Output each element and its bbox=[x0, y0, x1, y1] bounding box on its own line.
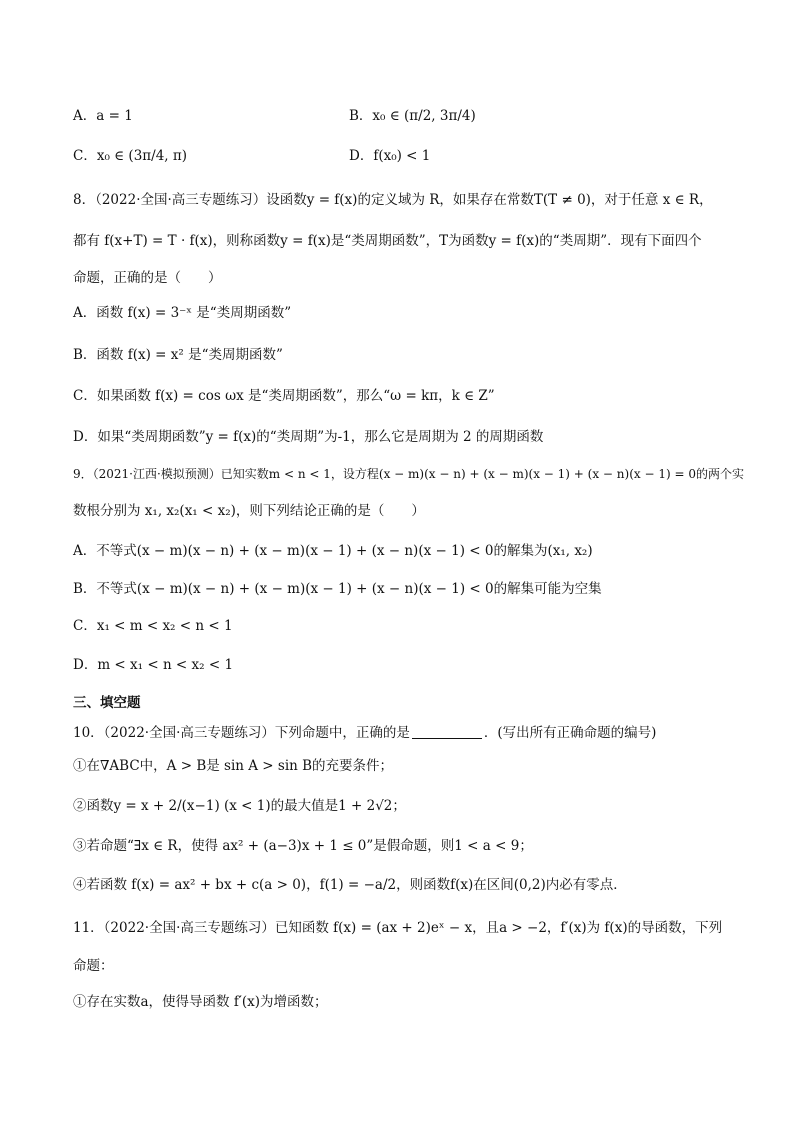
q11-item-1: ①存在实数a，使得导函数 f′(x)为增函数； bbox=[73, 994, 328, 1010]
q9-stem-line2: 数根分别为 x₁, x₂(x₁ < x₂)，则下列结论正确的是（ ） bbox=[73, 503, 425, 519]
q9-option-a: A．不等式(x − m)(x − n) + (x − m)(x − 1) + (x − n)(x − 1) < 0的解集为(x₁, x₂) bbox=[73, 543, 593, 559]
q8-stem-line1: 8．（2022·全国·高三专题练习）设函数y = f(x)的定义域为 R，如果存在常数T(T ≠ 0)，对于任意 x ∈ R， bbox=[73, 192, 713, 208]
q8-stem-line2: 都有 f(x+T) = T · f(x)，则称函数y = f(x)是“类周期函数”，T为函数y = f(x)的“类周期”．现有下面四个 bbox=[73, 233, 702, 249]
q8-option-c: C．如果函数 f(x) = cos ωx 是“类周期函数”，那么“ω = kπ，k ∈ Z” bbox=[73, 388, 495, 404]
q9-option-d: D．m < x₁ < n < x₂ < 1 bbox=[73, 657, 234, 673]
q10-stem-note: ．(写出所有正确命题的编号) bbox=[483, 725, 657, 741]
q8-option-b: B．函数 f(x) = x² 是“类周期函数” bbox=[73, 347, 283, 363]
q11-stem-line2: 命题： bbox=[73, 958, 114, 974]
q7-option-d: D．f(x₀) < 1 bbox=[349, 148, 431, 164]
q10-item-2: ②函数y = x + 2/(x−1) (x < 1)的最大值是1 + 2√2； bbox=[73, 798, 406, 814]
q8-option-d: D．如果“类周期函数”y = f(x)的“类周期”为-1，那么它是周期为 2 的周期函数 bbox=[73, 429, 544, 445]
q10-answer-blank[interactable] bbox=[412, 724, 482, 739]
q11-stem-line1: 11．（2022·全国·高三专题练习）已知函数 f(x) = (ax + 2)eˣ − x，且a > −2，f′(x)为 f(x)的导函数，下列 bbox=[73, 920, 723, 936]
q9-option-c: C．x₁ < m < x₂ < n < 1 bbox=[73, 618, 233, 634]
section-heading-fill-in: 三、填空题 bbox=[73, 695, 141, 711]
q9-option-b: B．不等式(x − m)(x − n) + (x − m)(x − 1) + (x − n)(x − 1) < 0的解集可能为空集 bbox=[73, 581, 602, 597]
q7-option-b: B．x₀ ∈ (π/2, 3π/4) bbox=[349, 108, 476, 124]
q10-item-3: ③若命题“∃x ∈ R，使得 ax² + (a−3)x + 1 ≤ 0”是假命题，则1 < a < 9； bbox=[73, 838, 533, 854]
q10-item-1: ①在∇ABC中，A > B是 sin A > sin B的充要条件； bbox=[73, 758, 394, 774]
q7-option-c: C．x₀ ∈ (3π/4, π) bbox=[73, 148, 188, 164]
q8-stem-line3: 命题，正确的是（ ） bbox=[73, 270, 222, 286]
q9-stem-line1: 9．（2021·江西·模拟预测）已知实数m < n < 1，设方程(x − m)(x − n) + (x − m)(x − 1) + (x − n)(x − 1) = 0的两个实 bbox=[73, 467, 744, 481]
q10-stem bbox=[73, 723, 656, 743]
q8-option-a: A．函数 f(x) = 3⁻ˣ 是“类周期函数” bbox=[73, 305, 292, 321]
q7-option-a: A．a = 1 bbox=[73, 108, 133, 124]
q10-stem-text: 10．（2022·全国·高三专题练习）下列命题中，正确的是 bbox=[73, 725, 410, 741]
q10-item-4: ④若函数 f(x) = ax² + bx + c(a > 0)，f(1) = −a/2，则函数f(x)在区间(0,2)内必有零点． bbox=[73, 877, 627, 893]
